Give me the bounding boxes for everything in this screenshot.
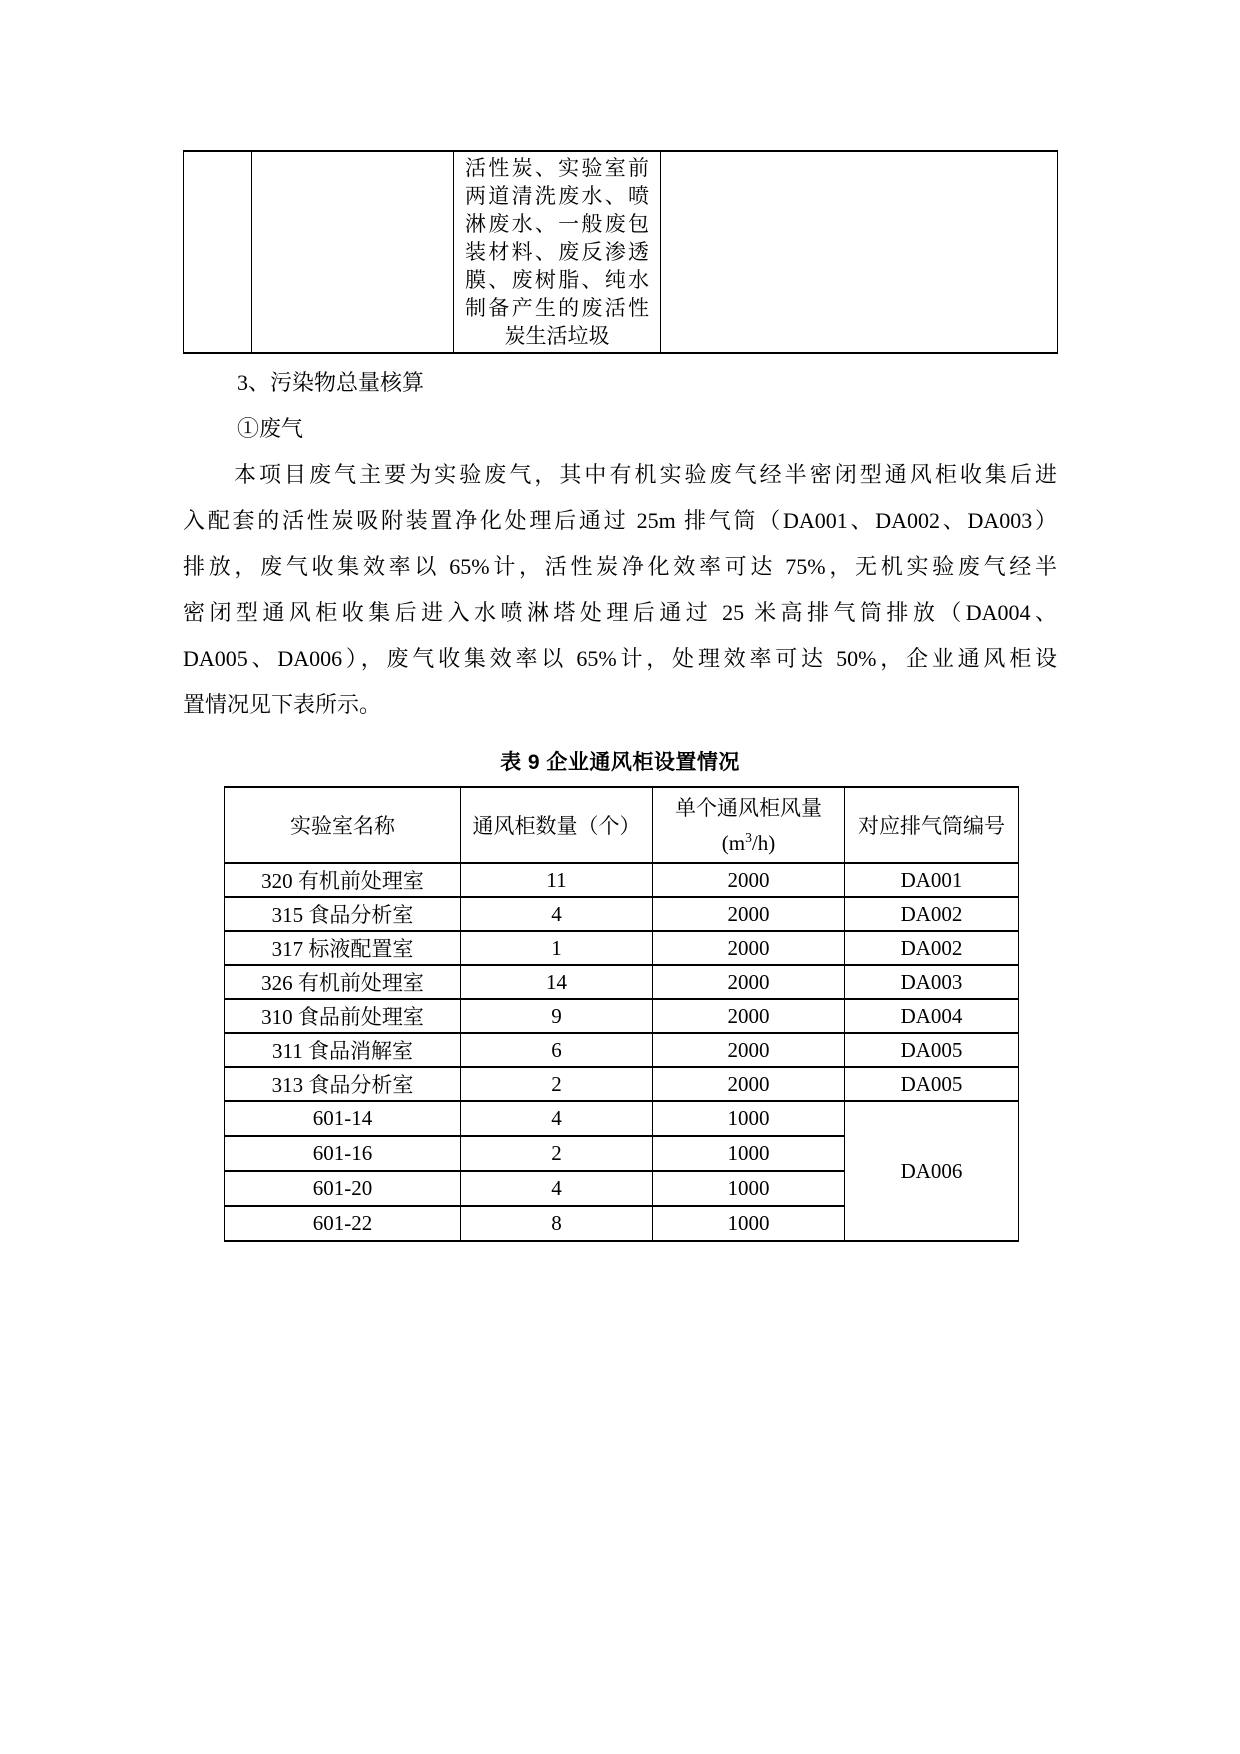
cell-lab: 310 食品前处理室 (225, 999, 461, 1033)
paragraph-line: 排放，废气收集效率以 65%计，活性炭净化效率可达 75%，无机实验废气经半 (183, 554, 1057, 579)
table-row (225, 897, 1019, 931)
waste-line: 膜、废树脂、纯水 (465, 268, 649, 292)
empty-cell (252, 151, 454, 353)
cell-flow: 1000 (653, 1206, 845, 1241)
cell-lab: 317 标液配置室 (225, 931, 461, 965)
cell-stack: DA005 (845, 1067, 1019, 1101)
body-content (183, 350, 1057, 1242)
empty-cell (661, 151, 1058, 353)
cell-count: 2 (461, 1067, 653, 1101)
cell-flow: 2000 (653, 1033, 845, 1067)
cell-count: 9 (461, 999, 653, 1033)
cell-count: 2 (461, 1136, 653, 1171)
unit-suffix: /h) (751, 830, 776, 855)
column-header-flow (653, 787, 845, 863)
table-row (225, 999, 1019, 1033)
table-row (225, 931, 1019, 965)
empty-cell (184, 151, 252, 353)
flow-header-line1: 单个通风柜风量 (675, 795, 822, 820)
cell-flow: 2000 (653, 999, 845, 1033)
intro-paragraph (183, 452, 1057, 728)
column-header-lab: 实验室名称 (225, 787, 461, 863)
cell-lab: 315 食品分析室 (225, 897, 461, 931)
column-header-stack: 对应排气筒编号 (845, 787, 1019, 863)
paragraph-line: DA005、DA006），废气收集效率以 65%计，处理效率可达 50%，企业通风柜设 (183, 646, 1057, 671)
waste-line: 制备产生的废活性 (465, 296, 649, 320)
paragraph-line: 密闭型通风柜收集后进入水喷淋塔处理后通过 25 米高排气筒排放（DA004、 (183, 600, 1057, 625)
cell-count: 4 (461, 897, 653, 931)
flow-header-unit (657, 823, 840, 858)
cell-count: 14 (461, 965, 653, 999)
cell-lab: 311 食品消解室 (225, 1033, 461, 1067)
unit-prefix: (m (721, 830, 746, 855)
cell-count: 6 (461, 1033, 653, 1067)
waste-line: 两道清洗废水、喷 (465, 184, 649, 208)
cell-flow: 2000 (653, 931, 845, 965)
fume-hood-table (224, 786, 1019, 1242)
cell-stack: DA002 (845, 897, 1019, 931)
cubic-sup: 3 (745, 829, 752, 845)
cell-flow: 1000 (653, 1101, 845, 1136)
waste-line: 活性炭、实验室前 (465, 156, 649, 180)
paragraph-line: 本项目废气主要为实验废气，其中有机实验废气经半密闭型通风柜收集后进 (234, 462, 1057, 487)
table-row (225, 1101, 1019, 1136)
table-row (184, 151, 1058, 353)
table-row (225, 863, 1019, 897)
table-row (225, 965, 1019, 999)
column-header-count: 通风柜数量（个） (461, 787, 653, 863)
paragraph-line: 置情况见下表所示。 (183, 692, 382, 717)
cell-stack: DA005 (845, 1033, 1019, 1067)
cell-stack-merged: DA006 (845, 1101, 1019, 1241)
waste-line: 淋废水、一般废包 (465, 212, 649, 236)
section-heading: 3、污染物总量核算 (237, 370, 425, 395)
cell-flow: 2000 (653, 965, 845, 999)
cell-lab: 326 有机前处理室 (225, 965, 461, 999)
table-header-row (225, 787, 1019, 863)
cell-lab: 601-16 (225, 1136, 461, 1171)
continuation-table (183, 150, 1058, 354)
cell-lab: 313 食品分析室 (225, 1067, 461, 1101)
cell-stack: DA002 (845, 931, 1019, 965)
cell-count: 4 (461, 1171, 653, 1206)
cell-stack: DA001 (845, 863, 1019, 897)
cell-lab: 601-22 (225, 1206, 461, 1241)
waste-line: 炭生活垃圾 (504, 324, 610, 348)
subsection-heading: ①废气 (237, 416, 304, 441)
waste-description-cell (454, 151, 661, 353)
table-row (225, 1067, 1019, 1101)
cell-stack: DA004 (845, 999, 1019, 1033)
waste-line: 装材料、废反渗透 (465, 240, 649, 264)
cell-count: 8 (461, 1206, 653, 1241)
cell-lab: 601-14 (225, 1101, 461, 1136)
cell-count: 11 (461, 863, 653, 897)
cell-flow: 2000 (653, 897, 845, 931)
cell-lab: 320 有机前处理室 (225, 863, 461, 897)
table9-title: 表 9 企业通风柜设置情况 (500, 751, 740, 774)
cell-flow: 1000 (653, 1171, 845, 1206)
cell-count: 1 (461, 931, 653, 965)
cell-flow: 1000 (653, 1136, 845, 1171)
cell-count: 4 (461, 1101, 653, 1136)
cell-flow: 2000 (653, 1067, 845, 1101)
paragraph-line: 入配套的活性炭吸附装置净化处理后通过 25m 排气筒（DA001、DA002、DA003） (183, 508, 1057, 533)
cell-flow: 2000 (653, 863, 845, 897)
cell-stack: DA003 (845, 965, 1019, 999)
cell-lab: 601-20 (225, 1171, 461, 1206)
table-row (225, 1033, 1019, 1067)
